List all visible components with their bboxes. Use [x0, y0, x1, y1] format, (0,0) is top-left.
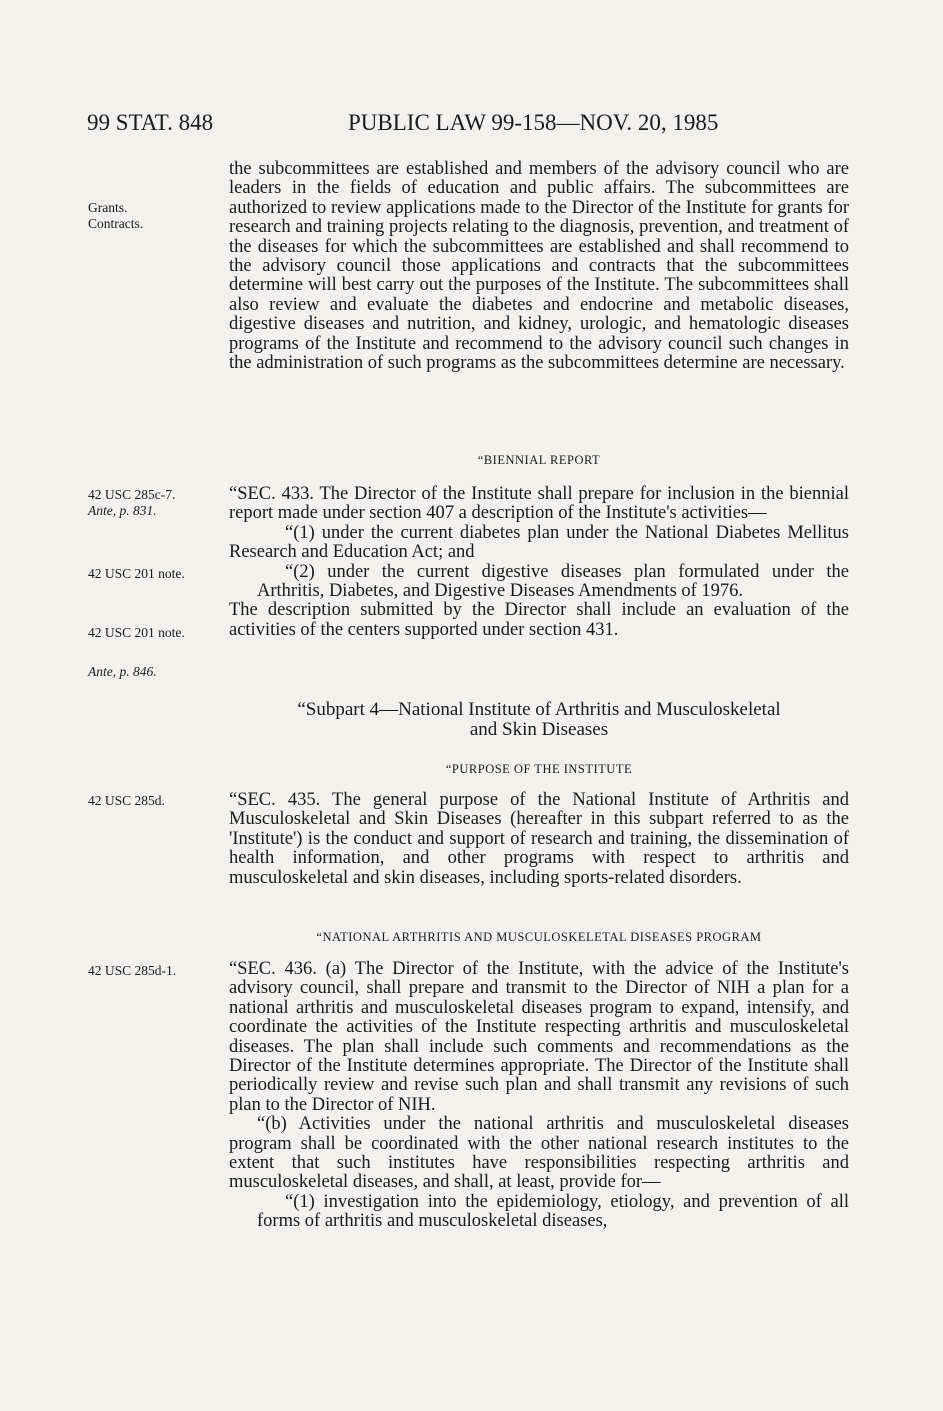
paragraph-sec-435: “SEC. 435. The general purpose of the National Institute of Arthritis and Musculoskeletal and Skin Diseases (hereafter in this subpart referred to as the 'Institute') is the conduct and support of research and training, the dissemination of health information, and other programs with respect to arthritis and musculoskeletal and skin diseases, including sports-related disorders. — [229, 790, 849, 888]
heading-program: “NATIONAL ARTHRITIS AND MUSCULOSKELETAL DISEASES PROGRAM — [316, 930, 762, 944]
margin-note-ante-831: Ante, p. 831. — [88, 503, 157, 518]
paragraph-sec-433-2: “(2) under the current digestive diseases plan formulated under the Arthritis, Diabetes, and Digestive Diseases Amendments of 1976. — [257, 561, 849, 602]
section-433-block — [229, 453, 849, 468]
section-435-text — [229, 791, 849, 888]
margin-note-grants-label: Grants. — [88, 200, 128, 215]
paragraph-sec-433: “SEC. 433. The Director of the Institute shall prepare for inclusion in the biennial report made under section 407 a description of the Institute's activities— — [229, 484, 849, 524]
margin-note-usc-285c7: 42 USC 285c-7. — [88, 487, 176, 502]
subpart-4-heading — [229, 700, 849, 740]
margin-note-201-b: 42 USC 201 note. — [88, 625, 185, 640]
paragraph-sec-433-1: “(1) under the current diabetes plan under the National Diabetes Mellitus Research and Education Act; and — [229, 522, 849, 563]
margin-note-285d: 42 USC 285d. — [88, 793, 165, 808]
public-law-title: PUBLIC LAW 99-158—NOV. 20, 1985 — [348, 110, 719, 135]
paragraph-sec-433-end: The description submitted by the Director shall include an evaluation of the activities of the centers supported under section 431. — [229, 600, 849, 640]
paragraph-sec-436-a: “SEC. 436. (a) The Director of the Institute, with the advice of the Institute's advisory council, shall prepare and transmit to the Director of NIH a plan for a national arthritis and musculoskeletal diseases program to expand, intensify, and coordinate the activities of the Institute respecting arthritis and musculoskeletal diseases. The plan shall include such comments and recommendations as the Director of the Institute determines appropriate. The Director of the Institute shall periodically review and revise such plan and shall transmit any revisions of such plan to the Director of NIH. — [229, 959, 849, 1115]
heading-biennial-report: “BIENNIAL REPORT — [477, 453, 601, 467]
margin-note-contracts-label: Contracts. — [88, 216, 144, 231]
subpart-4-title-line-2: and Skin Diseases — [469, 719, 609, 740]
paragraph-sec-436-b: “(b) Activities under the national arthritis and musculoskeletal diseases program shall be coordinated with the other national research institutes to the extent that such institutes have responsibilities respecting arthritis and musculoskeletal diseases, and shall, at least, provide for— — [229, 1114, 849, 1193]
section-433-text — [229, 485, 849, 640]
margin-note-ante-846: Ante, p. 846. — [88, 664, 157, 679]
main-text — [229, 160, 849, 373]
section-436-text — [229, 960, 849, 1232]
section-435-block — [229, 762, 849, 777]
margin-note-846 — [88, 664, 157, 680]
margin-note-285d1: 42 USC 285d-1. — [88, 963, 177, 978]
section-436-block — [229, 930, 849, 945]
page-header — [0, 110, 943, 140]
margin-note-grants — [88, 200, 143, 232]
paragraph-subcommittees: the subcommittees are established and members of the advisory council who are leaders in the fields of education and public affairs. The subcommittees are authorized to review applications made to the Director of the Institute for grants for research and training projects relating to the diagnosis, prevention, and treatment of the diseases for which the subcommittees are established and shall recommend to the advisory council those applications and contracts that the subcommittees determine will best carry out the purposes of the Institute. The subcommittees shall also review and evaluate the diabetes and endocrine and metabolic diseases, digestive diseases and nutrition, and kidney, urologic, and hematologic diseases programs of the Institute and recommend to the advisory council such changes in the administration of such programs as the subcommittees determine are necessary. — [229, 159, 849, 374]
subpart-4-title-line-1: “Subpart 4—National Institute of Arthritis and Musculoskeletal — [297, 699, 781, 720]
heading-purpose: “PURPOSE OF THE INSTITUTE — [445, 762, 633, 776]
margin-note-285c7 — [88, 487, 175, 519]
paragraph-sec-436-b-1: “(1) investigation into the epidemiology, etiology, and prevention of all forms of arthritis and musculoskeletal diseases, — [257, 1191, 849, 1232]
margin-note-201-a: 42 USC 201 note. — [88, 566, 185, 581]
stat-page-number: 99 STAT. 848 — [87, 110, 214, 135]
